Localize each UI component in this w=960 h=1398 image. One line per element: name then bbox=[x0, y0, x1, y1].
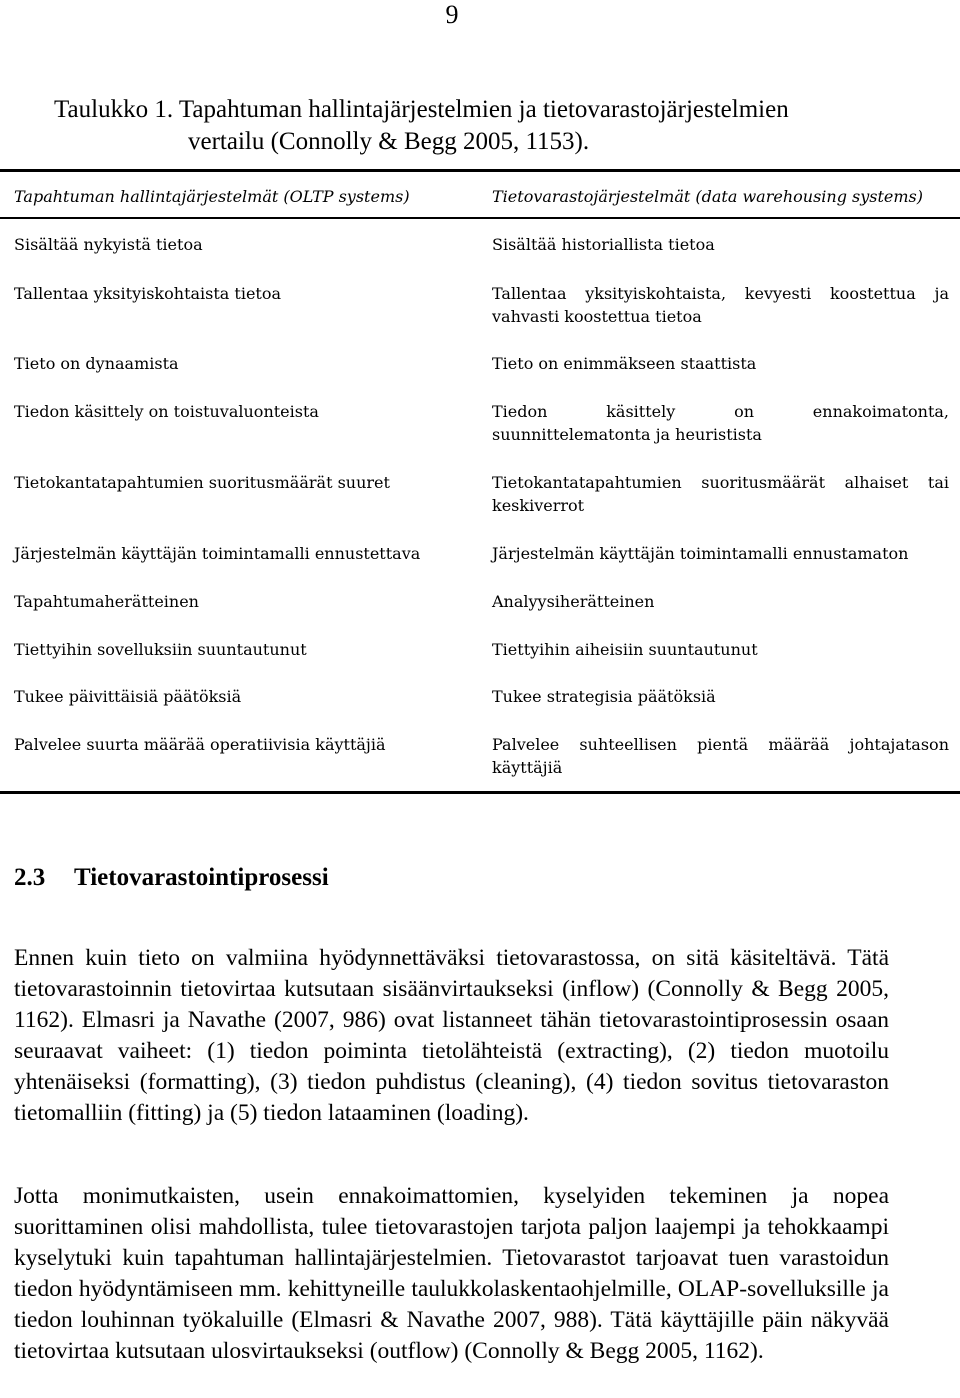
caption-line-2: vertailu (Connolly & Begg 2005, 1153). bbox=[188, 128, 590, 155]
row-2-left: Tallentaa yksityiskohtaista tietoa bbox=[14, 284, 282, 303]
row-2-right: Tallentaa yksityiskohtaista, kevyesti koostettua ja vahvasti koostettua tietoa bbox=[492, 284, 949, 326]
row-6-left: Järjestelmän käyttäjän toimintamalli ennustettava bbox=[14, 544, 421, 563]
row-9-right: Tukee strategisia päätöksiä bbox=[492, 687, 716, 706]
row-3-left: Tieto on dynaamista bbox=[14, 354, 179, 373]
row-9-left: Tukee päivittäisiä päätöksiä bbox=[14, 687, 242, 706]
row-1-left: Sisältää nykyistä tietoa bbox=[14, 235, 203, 254]
row-4-left: Tiedon käsittely on toistuvaluonteista bbox=[14, 402, 319, 421]
row-7-left: Tapahtumaherätteinen bbox=[14, 592, 199, 611]
row-5-left: Tietokantatapahtumien suoritusmäärät suuret bbox=[14, 473, 390, 492]
row-6-right: Järjestelmän käyttäjän toimintamalli ennustamaton bbox=[492, 544, 909, 563]
body-paragraph-2: Jotta monimutkaisten, usein ennakoimattomien, kyselyiden tekeminen ja nopea suorittaminen olisi mahdollista, tulee tietovarastojen tarjota paljon laajempi ja tehokkaampi kyselytuki kuin tapahtuman hallintajärjestelmien. Tietovarastot tarjoavat tuen varastoidun tiedon hyödyntämiseen mm. kehittyneille taulukkolaskentaohjelmille, OLAP-sovelluksille ja tiedon louhinnan työkaluille (Elmasri & Navathe 2007, 988). Tätä käyttäjille päin näkyvää tietovirtaa kutsutaan ulosvirtaukseksi (outflow) (Connolly & Begg 2005, 1162). bbox=[14, 1183, 889, 1364]
row-5-right: Tietokantatapahtumien suoritusmäärät alhaiset tai keskiverrot bbox=[492, 473, 949, 515]
row-3-right: Tieto on enimmäkseen staattista bbox=[492, 354, 757, 373]
row-4-right: Tiedon käsittely on ennakoimatonta, suunnittelematonta ja heuristista bbox=[492, 402, 949, 444]
caption-line-1: Taulukko 1. Tapahtuman hallintajärjestelmien ja tietovarastojärjestelmien bbox=[54, 96, 789, 123]
page-number: 9 bbox=[445, 0, 459, 29]
header-oltp: Tapahtuman hallintajärjestelmät (OLTP systems) bbox=[14, 187, 410, 206]
body-paragraph-1: Ennen kuin tieto on valmiina hyödynnettäväksi tietovarastossa, on sitä käsiteltävä. Tätä tietovarastoinnin tietovirtaa kutsutaan sisäänvirtaukseksi (inflow) (Connolly & Begg 2005, 1162). Elmasri ja Navathe (2007, 986) ovat listanneet tähän tietovarastointiprosessin osaan seuraavat vaiheet: (1) tiedon poiminta tietolähteistä (extracting), (2) tiedon muotoilu yhtenäiseksi (formatting), (3) tiedon puhdistus (cleaning), (4) tiedon sovitus tietovaraston tietomalliin (fitting) ja (5) tiedon lataaminen (loading). bbox=[14, 945, 889, 1126]
section-number: 2.3 bbox=[14, 864, 46, 891]
row-10-right: Palvelee suhteellisen pientä määrää johtajatason käyttäjiä bbox=[492, 735, 949, 777]
section-heading bbox=[14, 862, 914, 894]
row-10-left: Palvelee suurta määrää operatiivisia käyttäjiä bbox=[14, 735, 386, 754]
row-8-right: Tiettyihin aiheisiin suuntautunut bbox=[492, 640, 758, 659]
header-warehouse: Tietovarastojärjestelmät (data warehousing systems) bbox=[492, 187, 924, 206]
row-7-right: Analyysiherätteinen bbox=[492, 592, 655, 611]
row-1-right: Sisältää historiallista tietoa bbox=[492, 235, 715, 254]
row-8-left: Tiettyihin sovelluksiin suuntautunut bbox=[14, 640, 307, 659]
section-title: Tietovarastointiprosessi bbox=[74, 864, 329, 891]
